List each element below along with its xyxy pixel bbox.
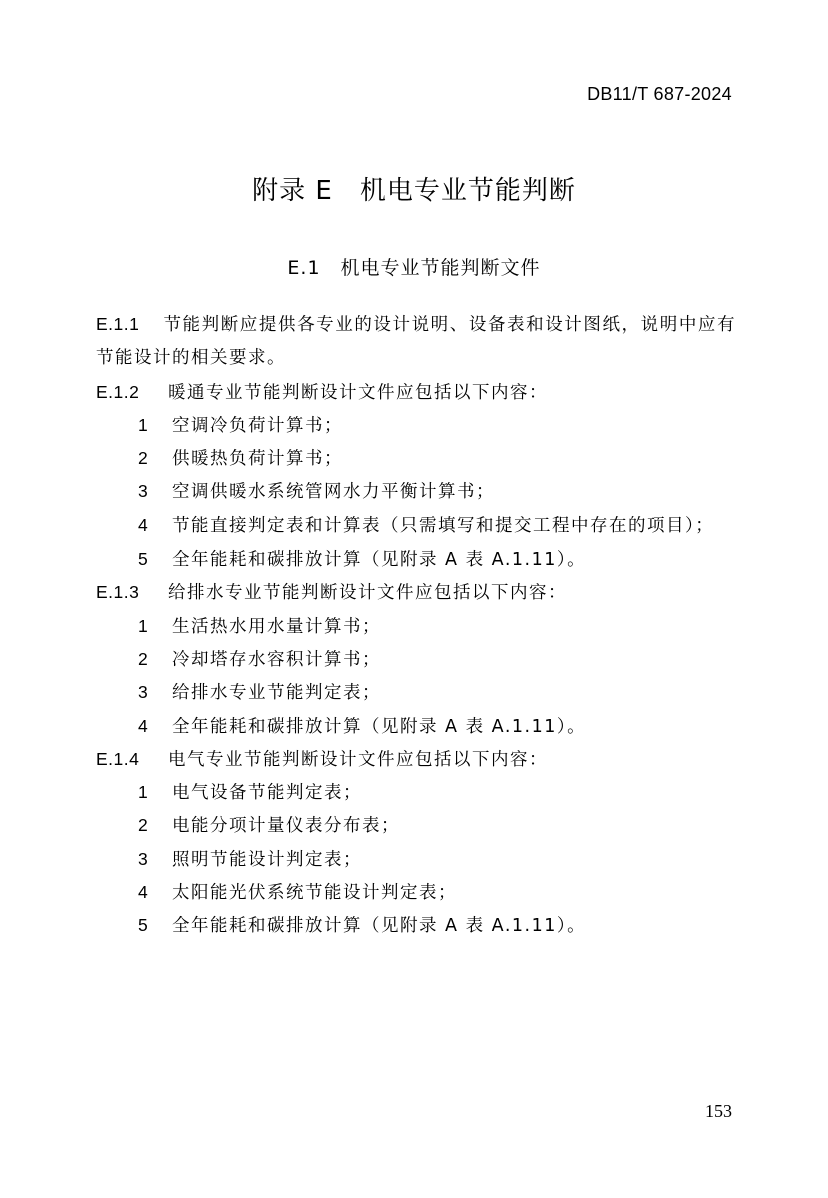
item-text: 电能分项计量仪表分布表；: [172, 816, 400, 837]
clause-number: E.1.1: [96, 314, 140, 334]
item-text: 全年能耗和碳排放计算（见附录 A 表 A.1.11）。: [172, 916, 587, 937]
clause-e-1-2: [96, 376, 736, 409]
list-item: [96, 909, 736, 942]
clause-number: E.1.2: [96, 381, 140, 402]
item-number: 2: [138, 648, 150, 669]
item-number: 4: [138, 514, 150, 535]
list-item: [96, 610, 736, 643]
item-number: 1: [138, 615, 150, 636]
item-number: 5: [138, 549, 150, 570]
item-number: 1: [138, 782, 150, 803]
list-item: [96, 543, 736, 576]
appendix-title: 附录 E 机电专业节能判断: [252, 176, 576, 206]
item-text: 给排水专业节能判定表；: [172, 683, 381, 704]
item-text: 供暖热负荷计算书；: [172, 449, 343, 470]
item-number: 3: [138, 481, 150, 502]
item-text: 照明节能设计判定表；: [172, 849, 362, 870]
standard-code: DB11/T 687-2024: [587, 84, 732, 104]
clause-number: E.1.3: [96, 582, 140, 603]
item-number: 2: [138, 815, 150, 836]
item-text: 冷却塔存水容积计算书；: [172, 649, 381, 670]
clause-text: 节能判断应提供各专业的设计说明、设备表和设计图纸，说明中应有节能设计的相关要求。: [96, 315, 736, 369]
clause-number: E.1.4: [96, 748, 140, 769]
list-item: [96, 509, 736, 543]
item-text: 空调冷负荷计算书；: [172, 415, 343, 436]
item-text: 全年能耗和碳排放计算（见附录 A 表 A.1.11）。: [172, 550, 587, 571]
list-item: [96, 876, 736, 909]
clause-e-1-1: [96, 308, 736, 376]
item-number: 1: [138, 414, 150, 435]
item-number: 3: [138, 682, 150, 703]
item-text: 节能直接判定表和计算表（只需填写和提交工程中存在的项目）；: [172, 515, 715, 536]
list-item: [96, 475, 736, 508]
list-item: [96, 843, 736, 876]
clause-e-1-4: [96, 743, 736, 776]
item-number: 3: [138, 848, 150, 869]
item-text: 生活热水用水量计算书；: [172, 616, 381, 637]
clause-text: 暖通专业节能判断设计文件应包括以下内容：: [168, 382, 548, 403]
clause-text: 电气专业节能判断设计文件应包括以下内容：: [168, 749, 548, 770]
list-item: [96, 776, 736, 809]
section-title: E.1 机电专业节能判断文件: [287, 257, 541, 279]
item-text: 空调供暖水系统管网水力平衡计算书；: [172, 482, 495, 503]
item-number: 4: [138, 715, 150, 736]
item-text: 太阳能光伏系统节能设计判定表；: [172, 883, 457, 904]
item-text: 全年能耗和碳排放计算（见附录 A 表 A.1.11）。: [172, 716, 587, 737]
clause-text: 给排水专业节能判断设计文件应包括以下内容：: [168, 583, 567, 604]
list-item: [96, 643, 736, 676]
list-item: [96, 710, 736, 743]
item-number: 5: [138, 915, 150, 936]
page-number: 153: [705, 1101, 732, 1121]
list-item: [96, 409, 736, 442]
item-number: 2: [138, 448, 150, 469]
clause-e-1-3: [96, 576, 736, 609]
item-number: 4: [138, 882, 150, 903]
list-item: [96, 676, 736, 709]
list-item: [96, 809, 736, 842]
list-item: [96, 442, 736, 475]
document-body: [96, 308, 736, 943]
item-text: 电气设备节能判定表；: [172, 783, 362, 804]
